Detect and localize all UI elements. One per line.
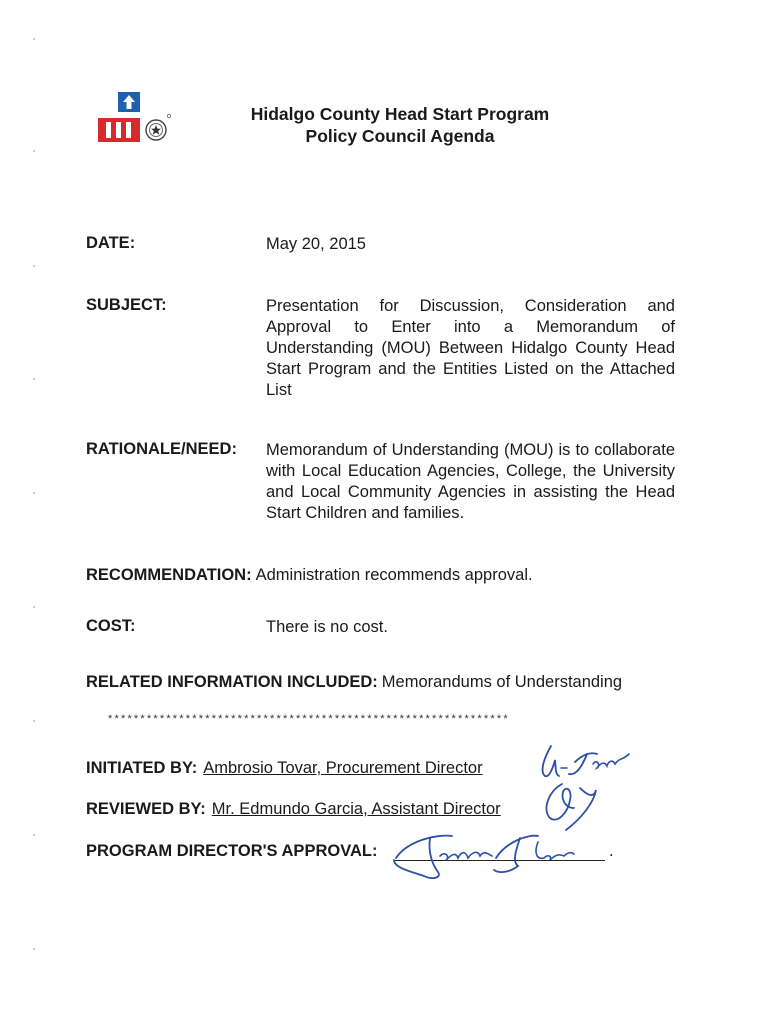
reviewed-row bbox=[86, 800, 501, 819]
scan-speck bbox=[33, 720, 35, 722]
scan-speck bbox=[33, 150, 35, 152]
director-signature-icon bbox=[388, 828, 588, 883]
scan-speck bbox=[33, 492, 35, 494]
recommendation-line bbox=[86, 566, 533, 585]
initiated-name: Ambrosio Tovar, Procurement Director bbox=[203, 759, 483, 777]
recommendation-label: RECOMMENDATION: bbox=[86, 566, 252, 584]
initiated-label: INITIATED BY: bbox=[86, 759, 198, 777]
date-value: May 20, 2015 bbox=[266, 235, 366, 253]
date-label: DATE: bbox=[86, 234, 136, 252]
cost-value: There is no cost. bbox=[266, 618, 388, 636]
approval-label: PROGRAM DIRECTOR'S APPROVAL: bbox=[86, 842, 378, 860]
cost-label: COST: bbox=[86, 617, 136, 635]
agenda-title: Policy Council Agenda bbox=[305, 126, 495, 146]
separator-line: ************************************************************** bbox=[108, 713, 510, 725]
related-info-label: RELATED INFORMATION INCLUDED: bbox=[86, 673, 378, 691]
reviewed-label: REVIEWED BY: bbox=[86, 800, 206, 818]
related-info-line bbox=[86, 673, 622, 692]
scan-speck bbox=[33, 38, 35, 40]
program-title: Hidalgo County Head Start Program bbox=[250, 104, 550, 124]
scan-speck bbox=[33, 378, 35, 380]
rationale-value: Memorandum of Understanding (MOU) is to collaborate with Local Education Agencies, College, the University and Local Community Agencies in assisting the Head Start Children and families. bbox=[266, 441, 675, 522]
scan-speck bbox=[33, 265, 35, 267]
reviewed-name: Mr. Edmundo Garcia, Assistant Director bbox=[211, 800, 501, 818]
initiated-row bbox=[86, 759, 483, 778]
rationale-label: RATIONALE/NEED: bbox=[86, 440, 237, 458]
head-start-logo-icon bbox=[98, 92, 178, 152]
scan-speck bbox=[33, 606, 35, 608]
recommendation-value: Administration recommends approval. bbox=[255, 566, 533, 584]
related-info-value: Memorandums of Understanding bbox=[381, 673, 623, 691]
approval-period: . bbox=[609, 842, 614, 860]
scan-speck bbox=[33, 948, 35, 950]
reviewed-signature-icon bbox=[528, 778, 608, 833]
approval-row bbox=[86, 842, 377, 861]
scan-speck bbox=[33, 834, 35, 836]
subject-label: SUBJECT: bbox=[86, 296, 167, 314]
subject-value: Presentation for Discussion, Consideration and Approval to Enter into a Memorandum of Understanding (MOU) Between Hidalgo County Head Start Program and the Entities Listed on the Attached List bbox=[266, 297, 675, 399]
